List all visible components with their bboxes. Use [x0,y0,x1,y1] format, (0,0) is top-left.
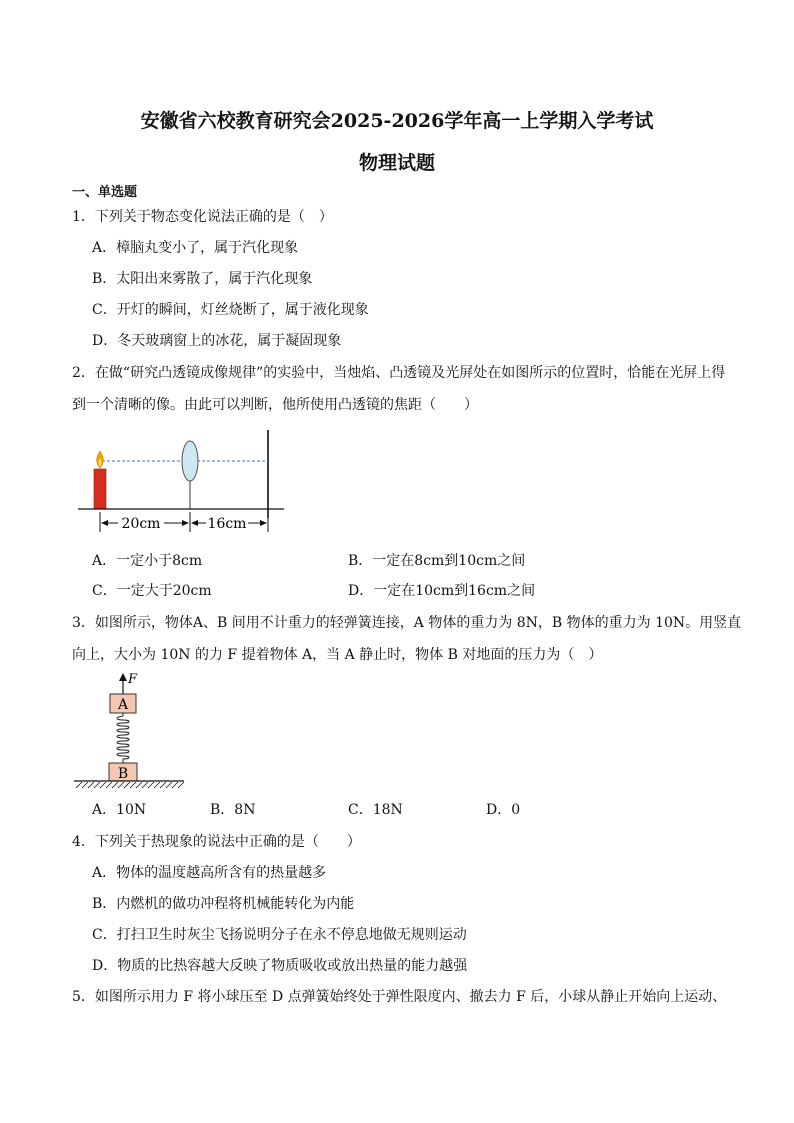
convex-lens-icon [182,441,198,509]
question-2-option-a: A．一定小于8cm [92,553,203,569]
page-subtitle: 物理试题 [358,152,435,174]
question-2-stem-line-1: 2．在做“研究凸透镜成像规律”的实验中，当烛焰、凸透镜及光屏处在如图所示的位置时，恰能在光屏上得 [72,365,726,381]
left-distance-label: 20cm [121,516,161,532]
question-2-option-b: B．一定在8cm到10cm之间 [348,553,526,569]
question-4-option-c: C．打扫卫生时灰尘飞扬说明分子在永不停息地做无规则运动 [92,927,467,943]
spring-blocks-figure [72,670,202,792]
question-4-option-b: B．内燃机的做功冲程将机械能转化为内能 [92,896,355,912]
question-1-stem: 1．下列关于物态变化说法正确的是（ ） [72,209,333,225]
block-b-label: B [117,766,129,782]
question-3-option-a: A．10N [92,802,147,818]
block-a-label: A [117,697,129,713]
section-heading: 一、单选题 [72,185,138,200]
ground-hatching [76,782,184,788]
question-2-stem-line-2: 到一个清晰的像。由此可以判断，他所使用凸透镜的焦距（ ） [72,397,478,413]
question-2-option-c: C．一定大于20cm [92,583,212,599]
question-3-option-c: C．18N [348,802,403,818]
lens-experiment-figure [74,428,289,536]
candle-icon [94,451,106,509]
question-4-stem: 4．下列关于热现象的说法中正确的是（ ） [72,834,361,850]
arrow-head-icon [119,673,127,681]
question-1-option-a: A．樟脑丸变小了，属于汽化现象 [92,240,299,256]
question-3-stem-line-1: 3．如图所示，物体A、B 间用不计重力的轻弹簧连接，A 物体的重力为 8N，B 物体的重力为 10N。用竖直 [72,615,742,631]
question-1-option-b: B．太阳出来雾散了，属于汽化现象 [92,271,313,287]
right-distance-label: 16cm [207,516,247,532]
question-3-option-d: D．0 [486,802,521,818]
question-5-stem: 5．如图所示用力 F 将小球压至 D 点弹簧始终处于弹性限度内、撤去力 F 后，小球从静止开始向上运动、 [72,989,727,1005]
page-title: 安徽省六校教育研究会2025-2026学年高一上学期入学考试 [140,110,654,132]
spring-icon [117,713,129,763]
question-2-option-d: D．一定在10cm到16cm之间 [348,583,536,599]
question-3-option-b: B．8N [210,802,256,818]
question-1-option-c: C．开灯的瞬间，灯丝烧断了，属于液化现象 [92,302,369,318]
question-4-option-d: D．物质的比热容越大反映了物质吸收或放出热量的能力越强 [92,958,468,974]
question-1-option-d: D．冬天玻璃窗上的冰花，属于凝固现象 [92,333,342,349]
force-label: F [128,672,138,687]
question-4-option-a: A．物体的温度越高所含有的热量越多 [92,865,327,881]
question-3-stem-line-2: 向上，大小为 10N 的力 F 提着物体 A，当 A 静止时，物体 B 对地面的压力为（ ） [72,647,603,663]
